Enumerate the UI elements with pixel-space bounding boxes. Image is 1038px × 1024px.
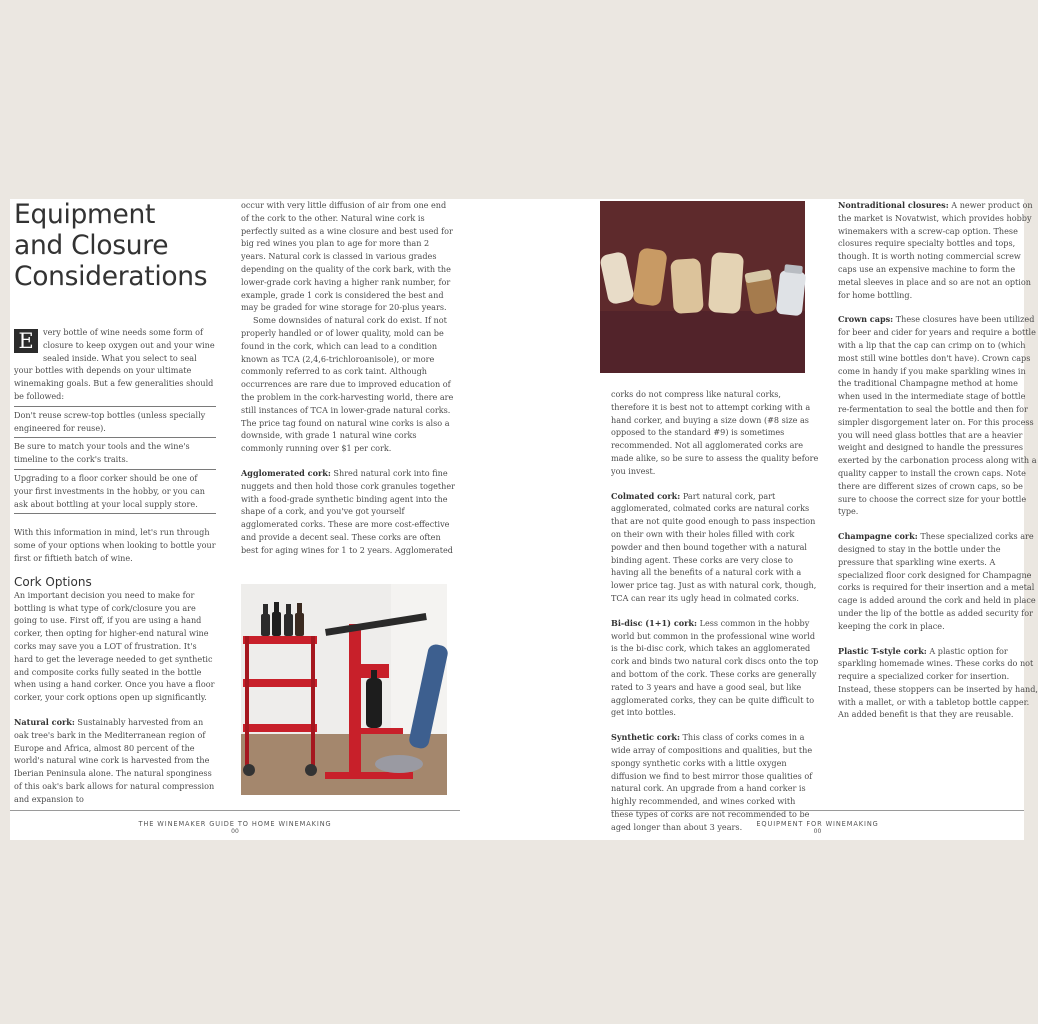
list-item: Be sure to match your tools and the wine's timeline to the cork's traits.: [14, 437, 216, 469]
right-page-footer: [611, 810, 1024, 836]
colmated-cork-paragraph: Colmated cork: Part natural cork, part agglomerated, colmated corks are natural corks that are not quite good enough to pass inspection on their own with their holes filled with cork powder and then bound together with a natural binding agent. These corks are very close to having all the benefits of a natural cork with a lower price tag. Just as with natural cork, though, TCA can rear its ugly head in colmated corks.: [611, 490, 817, 603]
agglomerated-cork-paragraph: Agglomerated cork: Shred natural cork into fine nuggets and then hold those cork granules together with a food-grade synthetic binding agent into the shape of a cork, and you've got yourself agglomerated corks. These are more cost-effective and provide a decent seal. These corks are often best for aging wines for 1 to 2 years. Agglomerated: [241, 467, 456, 555]
agglomerated-cork-continued: corks do not compress like natural corks, therefore it is best not to attempt corking with a hand corker, and buying a size down (#8 size as opposed to the standard #9) is sometimes recommended. Not all agglomerated corks are made alike, so be sure to assess the quality before you invest.: [611, 389, 819, 476]
drop-cap: E: [14, 329, 38, 353]
champagne-cork-paragraph: Champagne cork: These specialized corks are designed to stay in the bottle under the pressure that sparkling wine exerts. A specialized floor cork designed for Champagne corks is required for their insertion and a metal cage is added around the cork and held in place under the lip of the bottle as added security for keeping the cork in place.: [838, 531, 1036, 631]
section-heading: Cork Options: [14, 574, 92, 589]
page-number: 00: [231, 828, 239, 835]
cork-options-paragraph: An important decision you need to make for bottling is what type of cork/closure you are going to use. First off, if you are using a hand corker, then opting for higher-end natural wine corks may save you a LOT of frustration. It's hard to get the leverage needed to get synthetic and composite corks fully seated in the bottle when using a hand corker. Once you have a floor corker, your cork options open up significantly.: [14, 589, 215, 703]
running-footer-title: EQUIPMENT FOR WINEMAKING: [756, 820, 879, 828]
plastic-t-style-cork-paragraph: Plastic T-style cork: A plastic option for sparkling homemade wines. These corks do not require a specialized corker for insertion. Instead, these stoppers can be inserted by hand, with a mallet, or with a tabletop bottle capper. An added benefit is that they are reusable.: [838, 645, 1038, 720]
natural-cork-downsides: Some downsides of natural cork do exist. If not properly handled or of lower quality, mold can be found in the cork, which can lead to a condition known as TCA (2,4,6-trichloroanisole), or more commonly referred to as cork taint. Although occurrences are rare due to improved education of the problem in the cork-harvesting world, there are still instances of TCA in lower-grade natural corks. The price tag found on natural wine corks is also a downside, with grade 1 natural wine corks commonly running over $1 per cork.: [241, 315, 454, 454]
running-footer-title: THE WINEMAKER GUIDE TO HOME WINEMAKING: [138, 820, 332, 828]
page-title: Equipment and Closure Considerations: [14, 199, 208, 292]
page-number: 00: [813, 828, 822, 835]
tips-list: [14, 406, 216, 515]
left-column-1: [14, 199, 216, 806]
floor-corker-illustration: [241, 584, 447, 795]
natural-cork-continued: occur with very little diffusion of air from one end of the cork to the other. Natural wine cork is perfectly suited as a wine closure and best used for big red wines you plan to age for more than 2 years. Natural cork is classed in various grades depending on the quality of the cork bark, with the lower-grade cork having a higher rank number, for example, grade 1 cork is considered the best and may be graded for wine storage for 20-plus years.: [241, 200, 453, 313]
nontraditional-closures-paragraph: Nontraditional closures: A newer product on the market is Novatwist, which provides hobby winemakers with a screw-cap option. These closures require specialty bottles and tops, though. It is worth noting commercial screw caps use an expensive machine to form the metal sleeves in place and so are not an option for home bottling.: [838, 200, 1033, 300]
left-column-2: [241, 199, 456, 557]
intro-paragraph: E very bottle of wine needs some form of closure to keep oxygen out and your wine sealed inside. What you select to seal your bottles with depends on your ultimate winemaking goals. But a few generalities should be followed:: [14, 327, 215, 401]
synthetic-cork-paragraph: Synthetic cork: This class of corks comes in a wide array of compositions and qualities, but the spongy synthetic corks with a little oxygen diffusion we find to best mirror those qualities of natural cork. An upgrade from a hand corker is highly recommended, and wines corked with these types of corks are not recommended to be aged longer than about 3 years.: [611, 732, 813, 832]
left-page-footer: [10, 810, 460, 836]
corks-illustration: [600, 201, 805, 373]
book-spread: [10, 199, 1038, 840]
right-column-1: [611, 388, 819, 834]
corks-photo: [600, 201, 805, 373]
floor-corker-photo: [241, 584, 447, 795]
left-page: [10, 199, 460, 840]
list-item: Upgrading to a floor corker should be one of your first investments in the hobby, or you can ask about bottling at your local supply store.: [14, 469, 216, 514]
bidisc-cork-paragraph: Bi-disc (1+1) cork: Less common in the hobby world but common in the professional wine world is the bi-disc cork, which takes an agglomerated cork and binds two natural cork discs onto the top and bottom of the cork. These corks are generally rated to 3 years and have a good seal, but like agglomerated corks, they can be quite difficult to get into bottles.: [611, 617, 819, 718]
list-item: Don't reuse screw-top bottles (unless specially engineered for reuse).: [14, 406, 216, 438]
natural-cork-paragraph: Natural cork: Sustainably harvested from an oak tree's bark in the Mediterranean region of Europe and Africa, almost 80 percent of the world's natural wine cork is harvested from the Iberian Peninsula alone. The natural sponginess of this oak's bark allows for natural compression and expansion to: [14, 716, 215, 804]
after-tips-paragraph: With this information in mind, let's run through some of your options when looking to bottle your first or fiftieth batch of wine.: [14, 527, 216, 563]
right-column-2: [838, 199, 1038, 721]
crown-caps-paragraph: Crown caps: These closures have been utilized for beer and cider for years and require a bottle with a lip that the cap can crimp on to (which most still wine bottles don't have). Crown caps come in handy if you make sparkling wines in the traditional Champagne method at home when used in the intermediate stage of bottle re-fermentation to seal the bottle and then for simpler disgorgement later on. For this process you will need glass bottles that are a heavier weight and designed to handle the pressures exerted by the carbonation process along with a quality capper to install the crown caps. Note there are different sizes of crown caps, so be sure to choose the correct size for your bottle type.: [838, 314, 1037, 517]
right-page: [598, 199, 1038, 840]
